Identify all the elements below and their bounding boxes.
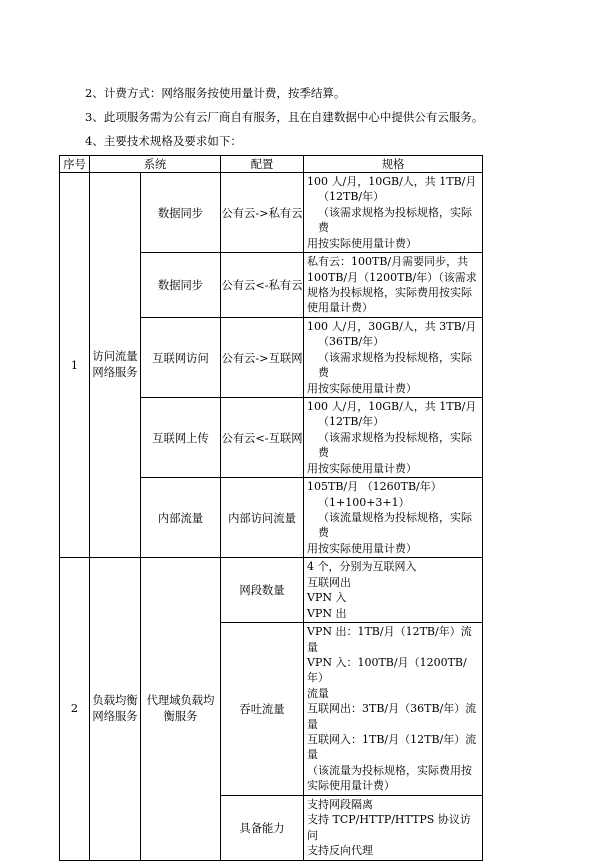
spec-line: 支持 TCP/HTTP/HTTPS 协议访 bbox=[307, 813, 471, 827]
spec-cell bbox=[304, 795, 483, 860]
spec-cell bbox=[304, 478, 483, 558]
system-cell bbox=[90, 558, 141, 860]
spec-line: 用按实际使用量计费） bbox=[307, 461, 417, 475]
subsystem-cell: 内部流量 bbox=[141, 478, 221, 558]
spec-line: 100TB/月（1200TB/年）（该需求 bbox=[307, 270, 477, 284]
system-line: 访问流量 bbox=[92, 350, 138, 364]
spec-line: 支持网段隔离 bbox=[307, 797, 373, 811]
config-cell: 公有云->私有云 bbox=[221, 173, 304, 253]
subsystem-cell bbox=[141, 558, 221, 860]
header-config: 配置 bbox=[221, 156, 304, 173]
spec-line: （该需求规格为投标规格，实际费 bbox=[318, 350, 472, 380]
paragraph-billing: 2、计费方式：网络服务按使用量计费，按季结算。 bbox=[85, 86, 346, 100]
spec-line: 互联网入：1TB/月（12TB/年）流 bbox=[307, 732, 477, 746]
spec-cell bbox=[304, 318, 483, 398]
spec-line: 私有云：100TB/月需要同步，共 bbox=[307, 255, 469, 269]
spec-line: 100 人/月，10GB/人，共 1TB/月 bbox=[307, 400, 477, 414]
table-header-row bbox=[60, 156, 483, 173]
system-line: 网络服务 bbox=[92, 366, 138, 380]
spec-line: （36TB/年） bbox=[318, 335, 385, 349]
spec-line: （该需求规格为投标规格，实际费 bbox=[318, 430, 472, 460]
spec-line: （12TB/年） bbox=[318, 190, 385, 204]
row-number: 2 bbox=[60, 558, 90, 860]
table-row bbox=[60, 558, 483, 623]
config-cell: 公有云<-互联网 bbox=[221, 398, 304, 478]
subsystem-line: 代理域负载均 bbox=[146, 693, 215, 707]
spec-line: 使用量计费） bbox=[307, 301, 373, 315]
spec-line: 100 人/月，10GB/人，共 1TB/月 bbox=[307, 175, 477, 188]
spec-table bbox=[59, 155, 483, 861]
spec-line: VPN 出：1TB/月（12TB/年）流量 bbox=[307, 625, 472, 654]
spec-line: （该流量规格为投标规格，实际费 bbox=[318, 510, 472, 540]
spec-line: 4 个，分别为互联网入 bbox=[307, 560, 417, 574]
spec-line: 问 bbox=[307, 828, 318, 842]
spec-cell bbox=[304, 173, 483, 253]
config-cell: 吞吐流量 bbox=[221, 623, 304, 795]
spec-line: （该需求规格为投标规格，实际费 bbox=[318, 205, 472, 235]
config-cell: 公有云->互联网 bbox=[221, 318, 304, 398]
spec-line: 用按实际使用量计费） bbox=[307, 236, 417, 250]
spec-line: （1+100+3+1） bbox=[318, 495, 410, 509]
subsystem-cell: 互联网访问 bbox=[141, 318, 221, 398]
paragraph-tech-spec-intro: 4、主要技术规格及要求如下： bbox=[85, 134, 242, 148]
subsystem-cell: 数据同步 bbox=[141, 173, 221, 253]
table-row bbox=[60, 173, 483, 253]
subsystem-cell: 数据同步 bbox=[141, 253, 221, 318]
spec-cell bbox=[304, 558, 483, 623]
spec-line: 量 bbox=[307, 717, 318, 731]
config-cell: 网段数量 bbox=[221, 558, 304, 623]
header-system: 系统 bbox=[90, 156, 221, 173]
config-cell: 具备能力 bbox=[221, 795, 304, 860]
system-line: 负载均衡 bbox=[92, 693, 138, 707]
spec-line: 规格为投标规格，实际费用按实际 bbox=[307, 286, 472, 300]
spec-line: VPN 入：100TB/月（1200TB/年） bbox=[307, 655, 467, 685]
spec-cell bbox=[304, 253, 483, 318]
spec-line: VPN 出 bbox=[307, 606, 347, 620]
spec-line: 105TB/月 （1260TB/年） bbox=[307, 480, 442, 494]
spec-line: （12TB/年） bbox=[318, 415, 385, 429]
spec-line: 100 人/月，30GB/人，共 3TB/月 bbox=[307, 320, 477, 334]
row-number: 1 bbox=[60, 173, 90, 558]
system-cell bbox=[90, 173, 141, 558]
spec-line: 用按实际使用量计费） bbox=[307, 381, 417, 395]
spec-line: 用按实际使用量计费） bbox=[307, 541, 417, 555]
spec-line: 互联网出 bbox=[307, 575, 351, 589]
paragraph-service-requirement: 3、此项服务需为公有云厂商自有服务，且在自建数据中心中提供公有云服务。 bbox=[85, 110, 484, 124]
config-cell: 公有云<-私有云 bbox=[221, 253, 304, 318]
system-line: 网络服务 bbox=[92, 709, 138, 723]
spec-line: 量 bbox=[307, 748, 318, 762]
config-cell: 内部访问流量 bbox=[221, 478, 304, 558]
subsystem-line: 衡服务 bbox=[163, 709, 198, 723]
header-spec: 规格 bbox=[304, 156, 483, 173]
spec-line: （该流量为投标规格，实际费用按 bbox=[307, 763, 472, 777]
subsystem-cell: 互联网上传 bbox=[141, 398, 221, 478]
spec-line: 流量 bbox=[307, 686, 329, 700]
spec-line: VPN 入 bbox=[307, 591, 347, 605]
spec-line: 支持反向代理 bbox=[307, 844, 373, 857]
header-no: 序号 bbox=[60, 156, 90, 173]
spec-cell bbox=[304, 398, 483, 478]
spec-line: 互联网出：3TB/月（36TB/年）流 bbox=[307, 702, 477, 716]
spec-cell bbox=[304, 623, 483, 795]
spec-line: 实际使用量计费） bbox=[307, 779, 395, 793]
